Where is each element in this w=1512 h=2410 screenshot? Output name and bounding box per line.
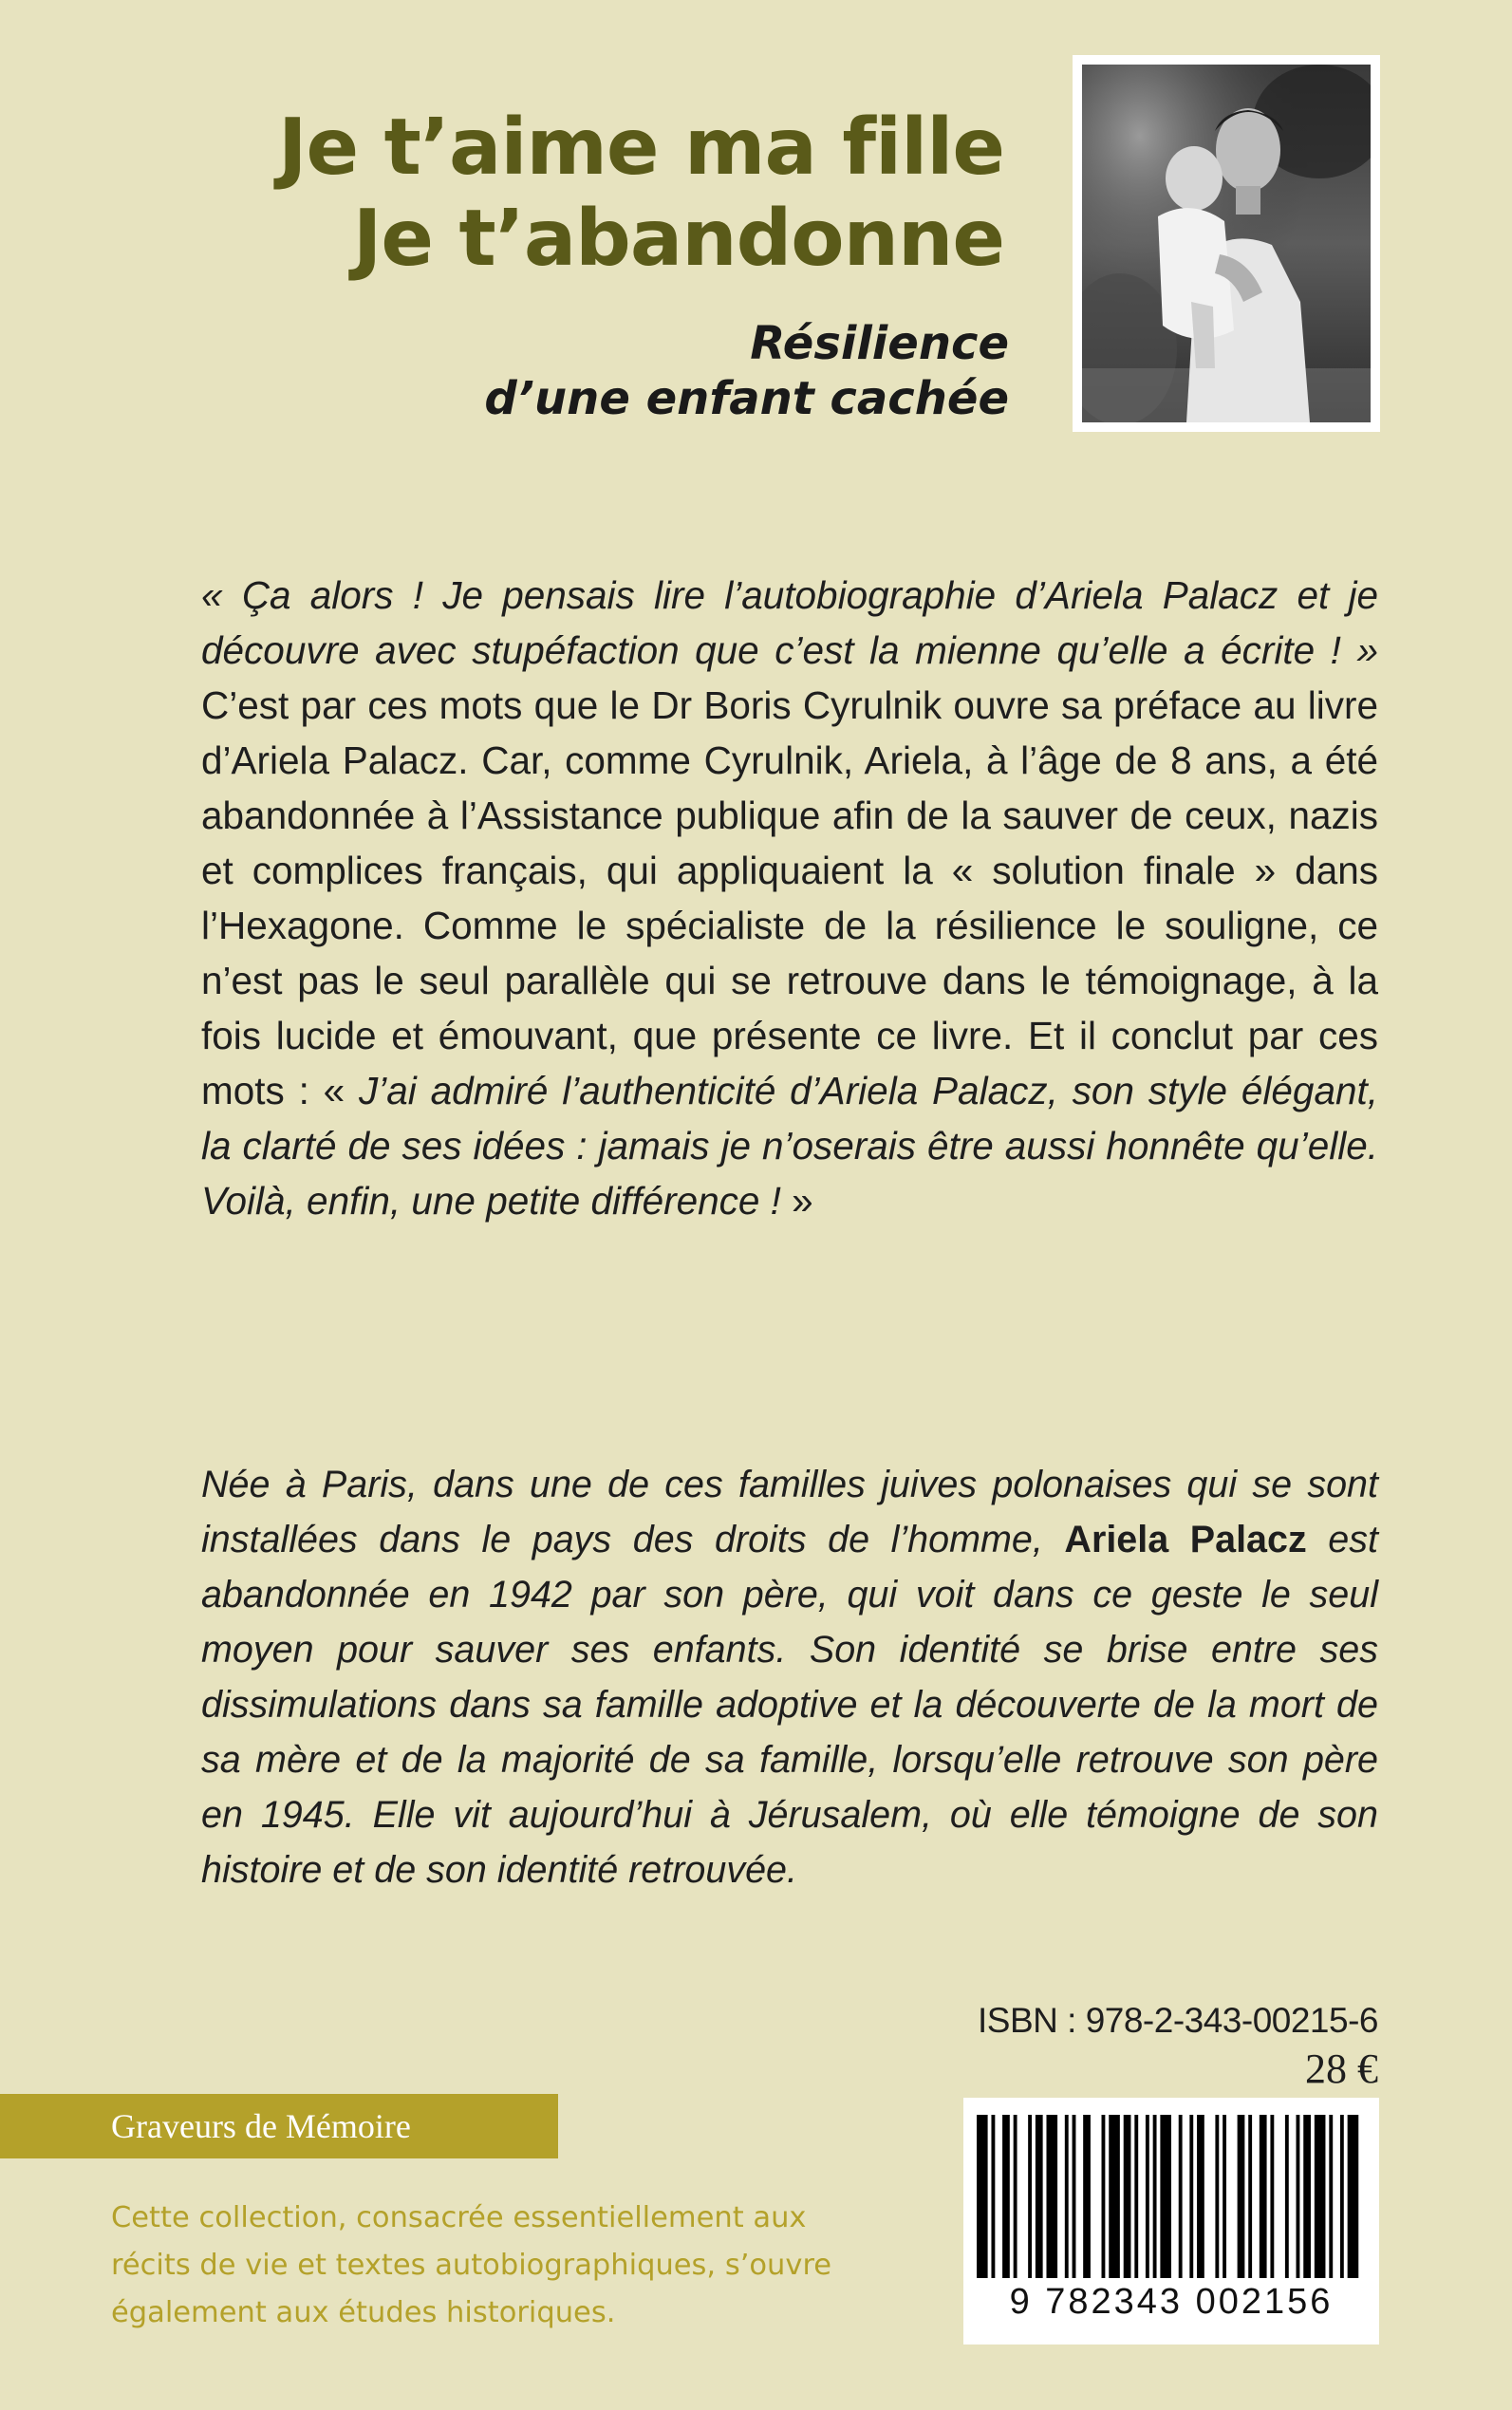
- opening-quote: « Ça alors ! Je pensais lire l’autobiographie d’Ariela Palacz et je découvre avec stupéfaction que c’est la mienne qu’elle a écrite ! »: [201, 573, 1378, 672]
- book-title: [278, 103, 1004, 285]
- preface-quote-paragraph: [201, 568, 1378, 1228]
- book-title-line-2: Je t’abandonne: [352, 194, 1004, 284]
- closing-quote: J’ai admiré l’authenticité d’Ariela Palacz, son style élégant, la clarté de ses idées : jamais je n’oserais être aussi honnête qu’elle. Voilà, enfin, une petite différence !: [201, 1069, 1379, 1223]
- book-title-line-1: Je t’aime ma fille: [277, 103, 1004, 193]
- price: 28 €: [1305, 2046, 1378, 2092]
- collection-name: Graveurs de Mémoire: [111, 2107, 411, 2145]
- author-bio-paragraph: [201, 1457, 1378, 1897]
- author-name: Ariela Palacz: [1064, 1519, 1307, 1560]
- quote-body: C’est par ces mots que le Dr Boris Cyrulnik ouvre sa préface au livre d’Ariela Palacz. Car, comme Cyrulnik, Ariela, à l’âge de 8 ans, a été abandonnée à l’Assistance publique afin de la sauver de ceux, nazis et complices français, qui appliquaient la « solution finale » dans l’Hexagone. Comme le spécialiste de la résilience le souligne, ce n’est pas le seul parallèle qui se retrouve dans le témoignage, à la fois lucide et émouvant, que présente ce livre. Et il conclut par ces mots : «: [201, 683, 1378, 1112]
- collection-name-band: [0, 2094, 558, 2158]
- book-subtitle: [484, 316, 1009, 426]
- barcode-icon: [977, 2115, 1366, 2278]
- bio-text-after: est abandonnée en 1942 par son père, qui voit dans ce geste le seul moyen pour sauver ses enfants. Son identité se brise entre ses dissimulations dans sa famille adoptive et la découverte de la mort de sa mère et de la majorité de sa famille, lorsqu’elle retrouve son père en 1945. Elle vit aujourd’hui à Jérusalem, où elle témoigne de son histoire et de son identité retrouvée.: [201, 1519, 1378, 1891]
- collection-description: Cette collection, consacrée essentiellement aux récits de vie et textes autobiographiques, s’ouvre également aux études historiques.: [111, 2201, 832, 2329]
- bio-text-before: Née à Paris, dans une de ces familles juives polonaises qui se sont installées dans le pays des droits de l’homme,: [201, 1464, 1378, 1560]
- father-and-child-photo: [1082, 65, 1371, 422]
- book-subtitle-line-1: Résilience: [750, 317, 1009, 370]
- cover-photo: [1073, 55, 1380, 432]
- barcode-number: 9 782343 002156: [1009, 2282, 1334, 2322]
- barcode-box: [963, 2098, 1379, 2345]
- book-subtitle-line-2: d’une enfant cachée: [484, 372, 1009, 425]
- isbn: ISBN : 978-2-343-00215-6: [978, 2001, 1378, 2040]
- closing-guillemet: »: [780, 1179, 813, 1223]
